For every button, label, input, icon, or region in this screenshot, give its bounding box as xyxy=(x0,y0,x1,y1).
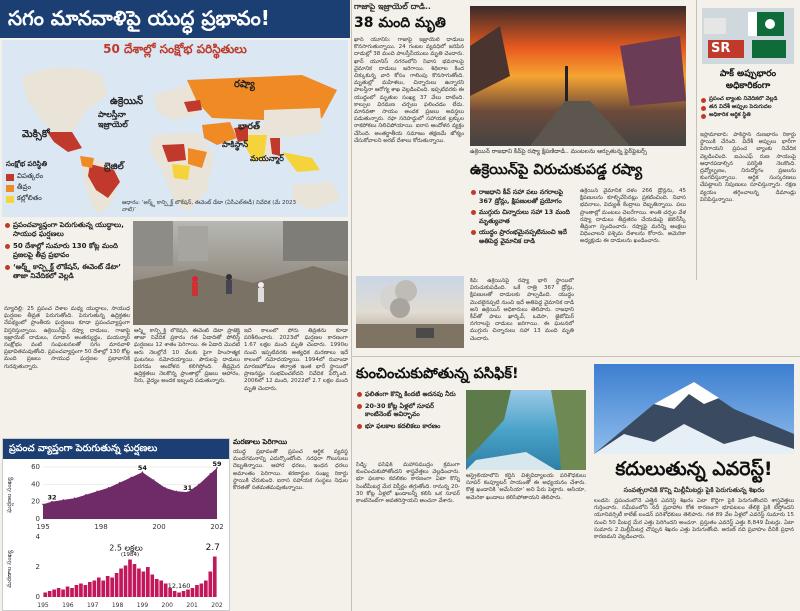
data-point xyxy=(42,503,44,505)
death-bar xyxy=(75,585,79,597)
death-bar xyxy=(191,588,195,597)
pak-body: ఇస్లామాబాద్: పాకిస్థాన్ రుణభారం రికార్డు స్థాయికి చేరింది. విదేశీ అప్పులు భారీగా పెరిగాయని ప్రపంచ బ్యాంకు నివేదిక వెల్లడించింది. ఐఎంఎఫ్ రుణ సాయంపై ఆధారపడాల్సిన పరిస్థితి నెలకొంది. ద్రవ్యోల్బణం, నిరుద్యోగం ప్రజలను కుంగదీస్తున్నాయి. ఆర్థిక సంస్కరణలు చేపట్టాలని నిపుణులు సూచిస్తున్నారు. రక్షణ వ్యయం తగ్గించాలన్న డిమాండ్లు వినిపిస్తున్నాయి. xyxy=(700,132,796,203)
death-bar xyxy=(79,584,83,598)
legend-item: కల్లోలితం xyxy=(6,194,86,204)
map-label-myanmar: మయన్మార్ xyxy=(250,154,284,163)
pacific-body-col2: ఆస్ట్రేలియాలోని కర్టిన్ విశ్వవిద్యాలయ పరిశోధకులు సూపర్ కంప్యూటర్ సాయంతో ఈ అధ్యయనం చేశారు. కొత్త ఖండానికి ‘అమేసియా’ అని పేరు పెట్టారు. ఆసియా, అమెరికా ఖండాలు కలిసిపోతాయని తెలిపారు. xyxy=(466,473,586,501)
death-bar xyxy=(213,557,217,598)
smoke-scene xyxy=(356,276,464,348)
y-tick-label: 0 xyxy=(35,593,40,601)
pacific-bullets xyxy=(356,390,460,460)
column-divider xyxy=(351,0,352,611)
x-tick-label: 200 xyxy=(161,602,174,609)
x-tick-label: 201 xyxy=(186,602,198,609)
map-legend xyxy=(6,160,86,205)
data-point xyxy=(119,482,121,484)
deaths-bar-chart xyxy=(3,533,230,611)
column-divider xyxy=(696,0,697,280)
coast-scene xyxy=(466,390,586,470)
main-bullet: ప్రపంచవ్యాప్తంగా పెరుగుతున్న యుద్ధాలు, సాయుధ ఘర్షణలు xyxy=(4,221,130,239)
ukraine-body-col1: కీవ్: ఉక్రెయిన్‌పై రష్యా భారీ స్థాయిలో విరుచుకుపడింది. ఒకే రాత్రి 367 డ్రోన్లు, క్షిపణులతో దాడులకు పాల్పడింది. యుద్ధం మొదలైనప్పటి నుంచి ఇదే అతిపెద్ద వైమానిక దాడి అని ఉక్రెయిన్ అధికారులు తెలిపారు. రాజధాని కీవ్‌తో పాటు ఖార్కివ్, ఒడెసా, జైటోమిర్ నగరాలపై దాడులు జరిగాయి. ఈ ఘటనలో ముగ్గురు చిన్నారులు సహా 13 మంది మృతి చెందారు. xyxy=(470,278,574,342)
death-bar xyxy=(66,587,70,598)
everest-subhead: సంవత్సరానికి కొన్ని మిల్లీమీటర్లు పైకి పెరుగుతున్న శిఖరం xyxy=(623,486,765,494)
main-bullets xyxy=(4,221,130,303)
death-bar xyxy=(97,578,101,598)
data-point xyxy=(198,484,200,486)
everest-headline: కదులుతున్న ఎవరెస్ట్! xyxy=(615,458,773,480)
data-label: 12,160 xyxy=(167,582,191,590)
death-bar xyxy=(52,590,56,598)
map-title: 50 దేశాల్లో సంక్షోభ పరిస్థితులు xyxy=(103,42,247,56)
chart-title: ప్రపంచ వ్యాప్తంగా పెరుగుతున్న ఘర్షణలు xyxy=(3,439,229,459)
death-bar xyxy=(119,569,123,598)
data-point xyxy=(85,494,87,496)
ukraine-body-col2: ఉక్రెయిన్ వైమానిక దళం 266 డ్రోన్లను, 45 క్షిపణులను కూల్చివేసినట్లు ప్రకటించింది. నివాస భవనాలు, విద్యుత్ కేంద్రాలు దెబ్బతిన్నాయి. పలు ప్రాంతాల్లో మంటలు చెలరేగాయి. శాంతి చర్చల వేళ రష్యా దాడులు తీవ్రతరం చేయడంపై జెలెన్‌స్కీ తీవ్రంగా స్పందించారు. రష్యాపై మరిన్ని ఆంక్షలు విధించాలని పశ్చిమ దేశాలను కోరారు. అమెరికా అధ్యక్షుడు ఈ దాడులను ఖండించారు. xyxy=(580,188,686,245)
africa-crisis-3 xyxy=(172,164,190,180)
x-tick-label: 198 xyxy=(94,523,108,531)
main-bullet: 50 దేశాల్లో సుమారు 130 కోట్ల మంది ప్రజలపై తీవ్ర ప్రభావం xyxy=(4,242,130,260)
ukraine-bullet: రాజధాని కీవ్‌ సహా పలు నగరాలపై 367 డ్రోన్లు, క్షిపణులతో ప్రయోగం xyxy=(470,188,574,205)
main-body-col3: ఇదే కాలంలో పోరు తీవ్రతను కూడా పరిశీలించారు. 2023లో ఘర్షణల కారణంగా 1.67 లక్షల మంది మృతి చెందారు. 1990ల నుంచి ఇప్పటివరకు అత్యధిక మరణాలు ఇదే కాలంలో నమోదయ్యాయి. 1994లో రువాండా మారణహోమం తర్వాత ఇంత భారీ స్థాయిలో ప్రాణనష్టం సంభవించలేదని నివేదిక పేర్కొంది. 2006లో 12 మంది, 2022లో 2.7 లక్షల మంది మృతి చెందారు. xyxy=(244,328,348,392)
ukraine-bullets xyxy=(470,188,574,276)
pacific-bullet: 20-30 కోట్ల ఏళ్లలో సూపర్ కాంటినెంట్ ఆవిర్భావం xyxy=(356,402,460,419)
y-tick-label: 2 xyxy=(35,563,40,571)
pak-bullet: తన విదేశీ అప్పుల పెరుగుదల xyxy=(700,104,796,111)
map-label-israel: ఇజ్రాయెల్ xyxy=(98,120,128,129)
legend-title: సంక్షోభ పరిస్థితి xyxy=(6,160,48,168)
data-label: 2.5 లక్షలు xyxy=(109,543,143,553)
north-america-shape xyxy=(22,68,107,135)
death-bar xyxy=(92,581,96,598)
death-bar xyxy=(195,585,199,597)
ukraine-bullet: యుద్ధం ప్రారంభమైనప్పటినుంచి ఇదే అతిపెద్ద వైమానిక దాడి xyxy=(470,228,574,245)
x-tick-label: 198 xyxy=(111,602,124,609)
death-bar xyxy=(186,590,190,598)
death-bar xyxy=(124,566,128,598)
main-body-col2: ఆర్మ్డ్ కాన్ఫ్లిక్ట్ లొకేషన్, ఈవెంట్ డేటా ప్రాజెక్ట్ తాజా నివేదిక ప్రకారం గత ఏడాదితో పోలిస్తే ఘర్షణలు 12 శాతం పెరిగాయి. ఈ ఏడాది మొదటి ఆరు నెలల్లోనే 10 వేలకు పైగా హింసాత్మక ఘటనలు నమోదయ్యాయి. పౌరులపై దాడులు పెరగడం ఆందోళన కలిగిస్తోంది. తీవ్రమైన ఉద్రిక్తతలు నెలకొన్న ప్రాంతాల్లో ప్రజలు ఆహారం, నీరు, వైద్యం అందక ఇబ్బంది పడుతున్నారు. xyxy=(134,328,240,385)
data-label: 2.7 xyxy=(205,542,220,553)
death-bar xyxy=(173,591,177,597)
death-bar xyxy=(128,560,132,598)
y-tick-label: 20 xyxy=(31,497,40,506)
pak-photo xyxy=(702,8,794,64)
death-bar xyxy=(43,593,47,598)
data-point xyxy=(153,479,155,481)
legend-swatch xyxy=(6,185,14,192)
map-label-ukraine: ఉక్రెయిన్ xyxy=(110,96,144,107)
pak-sign-text: SR xyxy=(711,41,731,56)
mexico-shape xyxy=(47,132,82,152)
mountain-scene xyxy=(594,364,794,454)
death-bar xyxy=(137,569,141,598)
y-tick-label: 40 xyxy=(31,480,40,489)
data-point xyxy=(130,477,132,479)
map-source: ఆధారం: ‘అర్మ్డ్ కాన్ఫ్లిక్ట్ లొకేషన్, ఈవెంట్ డేటా (ఏసీఎల్ఈడీ) నివేదిక (మే 2023 నాటి)’ xyxy=(122,200,297,213)
se-asia-shape xyxy=(282,152,320,172)
legend-item: తీవ్రం xyxy=(6,183,86,193)
conflicts-area-chart xyxy=(3,461,230,533)
ukraine-photo xyxy=(470,6,686,146)
y-tick-label: 60 xyxy=(31,463,40,471)
map-label-pakistan: పాకిస్థాన్ xyxy=(222,140,249,149)
map-label-russia: రష్యా xyxy=(234,79,255,90)
death-bar xyxy=(146,567,150,597)
rubble-photo xyxy=(133,221,348,325)
y-axis-label: మరణాల సంఖ్య xyxy=(6,550,13,588)
x-tick-label: 195 xyxy=(36,523,50,531)
main-bullet: ‘అర్మ్డ్ కాన్ఫ్లిక్ట్ లొకేషన్, ఈవెంట్ డేటా’ తాజా నివేదికలో వెల్లడి xyxy=(4,263,130,281)
pacific-headline: కుంచించుకుపోతున్న పసిఫిక్! xyxy=(356,366,519,382)
data-label: 31 xyxy=(183,484,193,493)
data-point xyxy=(74,497,76,499)
crisis-map xyxy=(2,40,348,217)
pacific-bullet: ఫలితంగా కొన్ని కిందటి అదనపు నీరు xyxy=(356,390,460,399)
death-bar xyxy=(159,581,163,598)
data-label: (1984) xyxy=(120,551,140,558)
death-bar xyxy=(84,585,88,597)
x-tick-label: 200 xyxy=(152,523,166,531)
death-bar xyxy=(204,581,208,598)
death-bar xyxy=(101,581,105,598)
death-bar xyxy=(200,584,204,598)
data-point xyxy=(96,490,98,492)
ukraine-bullet: ముగ్గురు చిన్నారులు సహా 13 మంది మృత్యువాత xyxy=(470,208,574,225)
conflicts-area xyxy=(43,468,217,519)
y-axis-label: ఘర్షణల సంఖ్య xyxy=(6,477,13,513)
map-label-mexico: మెక్సికో xyxy=(22,129,50,140)
ukraine-photo-caption: ఉక్రెయిన్ రాజధాని కీవ్‌పై రష్యా క్షిపణిదాడి.. మంటలను ఆర్పుతున్న ఫైర్‌ఫైటర్స్ xyxy=(470,148,647,155)
map-label-india: భారత్ xyxy=(238,122,260,132)
data-point xyxy=(108,487,110,489)
data-label: 32 xyxy=(47,493,57,502)
death-bar xyxy=(57,588,61,597)
death-bar xyxy=(88,582,92,597)
x-tick-label: 197 xyxy=(86,602,99,609)
map-label-palestine: పాలస్తీనా xyxy=(98,110,126,119)
death-bar xyxy=(150,575,154,598)
pacific-photo xyxy=(466,390,586,470)
y-tick-label: 0 xyxy=(35,515,40,523)
main-headline: సగం మానవాళిపై యుద్ధ ప్రభావం! xyxy=(8,6,270,30)
rubble-scene xyxy=(133,221,348,325)
ukraine-headline: ఉక్రెయిన్‌పై విరుచుకుపడ్డ రష్యా xyxy=(470,162,643,178)
x-tick-label: 195 xyxy=(37,602,49,609)
legend-swatch xyxy=(6,174,14,181)
x-tick-label: 196 xyxy=(62,602,74,609)
gaza-story xyxy=(354,2,464,272)
death-bar xyxy=(61,590,65,598)
pak-bullet: ప్రపంచ బ్యాంకు నివేదికలో వెల్లడి xyxy=(700,96,796,103)
main-subhead: మరణాలు పెరిగాయి xyxy=(233,438,288,446)
legend-item: విపత్కరం xyxy=(6,172,86,182)
gaza-kicker: గాజాపై ఇజ్రాయెల్ దాడి.. xyxy=(354,2,431,11)
gaza-headline: 38 మంది మృతి xyxy=(354,15,446,31)
main-headline-banner xyxy=(0,0,350,38)
legend-swatch xyxy=(6,196,14,203)
data-point xyxy=(176,490,178,492)
data-point xyxy=(209,473,211,475)
map-label-brazil: బ్రెజిల్ xyxy=(104,162,124,172)
x-tick-label: 199 xyxy=(136,602,149,609)
y-tick-label: 4 xyxy=(35,533,40,541)
death-bar xyxy=(208,572,212,598)
death-bar xyxy=(110,578,114,598)
death-bar xyxy=(115,573,119,597)
death-bar xyxy=(155,579,159,597)
x-tick-label: 202 xyxy=(211,602,223,609)
death-bar xyxy=(182,591,186,597)
chart-panel xyxy=(2,438,230,611)
death-bar xyxy=(48,591,52,597)
section-divider xyxy=(352,356,800,357)
everest-photo xyxy=(594,364,794,454)
death-bar xyxy=(177,593,181,598)
data-point xyxy=(164,487,166,489)
pak-bullet: అధికారిక ఆర్థిక స్థితి xyxy=(700,112,796,119)
pak-bullets xyxy=(700,96,796,130)
death-bar xyxy=(133,564,137,597)
data-point xyxy=(63,499,65,501)
data-label: 59 xyxy=(212,461,222,468)
death-bar xyxy=(142,572,146,598)
x-tick-label: 202 xyxy=(210,523,224,531)
gaza-photo xyxy=(356,276,464,348)
main-body-col4: యుద్ధ ప్రభావంతో ప్రపంచ ఆర్థిక వ్యవస్థ మందగమనాన్ని ఎదుర్కొంటోంది. సరఫరా గొలుసులు దెబ్బతిన్నాయి. ఆహార ధరలు, ఇంధన ధరలు అమాంతం పెరిగాయి. శరణార్థుల సంఖ్య రికార్డు స్థాయికి చేరుకుంది. ఐరాస సహాయక సంస్థలు నిధుల కొరతతో సతమతమవుతున్నాయి. xyxy=(233,449,348,492)
gaza-body: ఖాన్ యూనిస్: గాజాపై ఇజ్రాయెల్ దాడులు కొనసాగుతున్నాయి. 24 గంటల వ్యవధిలో జరిపిన దాడుల్లో 38 మంది పాలస్తీనీయులు మృతి చెందారు. ఖాన్ యూనిస్ నగరంలోని నివాస భవనాలపై వైమానిక దాడులు జరిగాయి. శిథిలాల కింద చిక్కుకున్న వారి కోసం గాలింపు కొనసాగుతోంది. మృతుల్లో మహిళలు, చిన్నారులు ఉన్నారని పాలస్తీనా ఆరోగ్య శాఖ వెల్లడించింది. ఇప్పటివరకు ఈ యుద్ధంలో మృతుల సంఖ్య 37 వేలు దాటింది. కాల్పుల విరమణ చర్చలు ఫలించడం లేదు. మానవతా సాయం అందక ప్రజలు అవస్థలు పడుతున్నారు. రఫా సరిహద్దులో సహాయక ట్రక్కుల రాకపోకలు నిలిచిపోయాయి. ఐరాస ఆందోళన వ్యక్తం చేసింది. అంతర్జాతీయ సమాజం తక్షణమే జోక్యం చేసుకోవాలని అరబ్ దేశాలు కోరుతున్నాయి. xyxy=(354,37,464,144)
pak-headline: పాక్ అప్పుభారం అధికారికంగా xyxy=(719,69,777,91)
death-bar xyxy=(106,576,110,597)
pacific-body-col1: సిడ్నీ: పసిఫిక్ మహాసముద్రం క్రమంగా కుంచించుకుపోతోందని శాస్త్రవేత్తలు వెల్లడించారు. భూ ఫలకాల కదలికల కారణంగా ఏటా కొన్ని సెంటీమీటర్ల మేర విస్తీర్ణం తగ్గుతోంది. రానున్న 20-30 కోట్ల ఏళ్లలో ఖండాలన్నీ కలిసి ఒక సూపర్ కాంటినెంట్‌గా అవతరిస్తాయని అంచనా వేశారు. xyxy=(356,462,460,505)
data-label: 54 xyxy=(137,464,147,473)
everest-body: లండన్: ప్రపంచంలోనే ఎత్తైన ఎవరెస్ట్ శిఖరం ఏటా కొద్దిగా పైకి పెరుగుతోందని శాస్త్రవేత్తలు గుర్తించారు. సమీపంలోని నదీ ప్రవాహాల కోత కారణంగా భూపటలం తేలికై పైకి లేస్తోందని యూనివర్సిటీ కాలేజ్ లండన్ పరిశోధకులు తెలిపారు. గత 89 వేల ఏళ్లలో ఎవరెస్ట్ సుమారు 15 నుంచి 50 మీటర్ల మేర ఎత్తు పెరిగిందని అంచనా. ప్రస్తుతం ఎవరెస్ట్ ఎత్తు 8,849 మీటర్లు. ఏటా సుమారు 2 మిల్లీమీటర్ల చొప్పున శిఖరం ఎత్తు పెరుగుతోంది. అరుణ్ నది ప్రవాహం దీనికి ప్రధాన కారణమని వెల్లడించారు. xyxy=(594,498,794,541)
pacific-bullet: భూ ఫలకాల కదలికలు కారణం xyxy=(356,422,460,431)
main-body-col1: న్యూదిల్లీ: 25 ప్రపంచ దేశాల మధ్య యుద్ధాలు, సాయుధ ఘర్షణల తీవ్రత పెరుగుతోంది. పెరుగుతున్న ఉద్రిక్తతల నేపథ్యంలో ప్రాంతీయ ఘర్షణలు కూడా ప్రపంచవ్యాప్తంగా విస్తరిస్తున్నాయి. ఉక్రెయిన్‌పై రష్యా దాడులు, గాజాపై ఇజ్రాయెల్ దాడులు, సూడాన్ అంతర్యుద్ధం, మయన్మార్ సంక్షోభం వంటి సంఘటనలతో సగం మానవాళి ప్రభావితమవుతోంది. ప్రపంచవ్యాప్తంగా 50 దేశాల్లో 130 కోట్ల మంది ప్రజలు సాయుధ ఘర్షణల ప్రభావానికి గురవుతున్నారు. xyxy=(4,306,130,370)
death-bar xyxy=(70,588,74,597)
fire-scene xyxy=(470,6,686,146)
